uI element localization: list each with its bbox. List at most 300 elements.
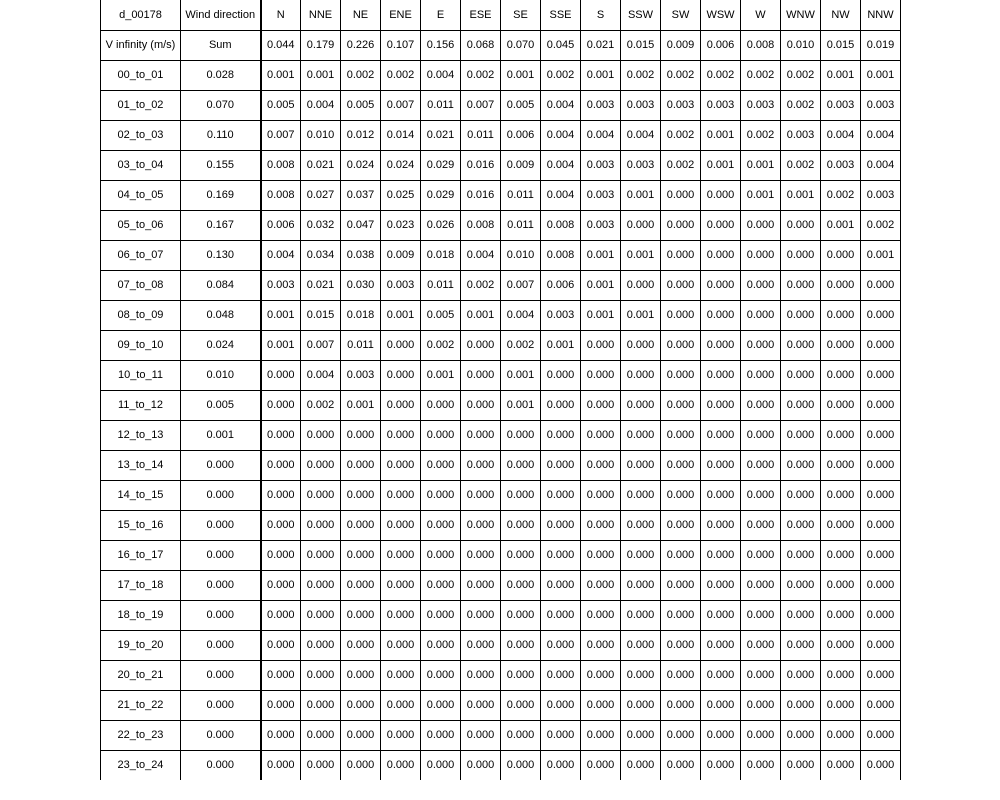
corner-label: d_00178 [101, 0, 181, 30]
speed-bin-label: 00_to_01 [101, 60, 181, 90]
speed-bin-label: 12_to_13 [101, 420, 181, 450]
frequency-cell: 0.000 [701, 390, 741, 420]
frequency-cell: 0.016 [461, 180, 501, 210]
frequency-cell: 0.018 [341, 300, 381, 330]
frequency-cell: 0.000 [581, 390, 621, 420]
speed-bin-sum: 0.000 [181, 720, 261, 750]
frequency-cell: 0.000 [821, 570, 861, 600]
frequency-cell: 0.000 [581, 600, 621, 630]
frequency-cell: 0.001 [261, 300, 301, 330]
frequency-cell: 0.001 [541, 330, 581, 360]
frequency-cell: 0.004 [501, 300, 541, 330]
frequency-cell: 0.032 [301, 210, 341, 240]
speed-bin-label: 23_to_24 [101, 750, 181, 780]
frequency-cell: 0.000 [781, 600, 821, 630]
frequency-cell: 0.001 [581, 270, 621, 300]
frequency-cell: 0.014 [381, 120, 421, 150]
frequency-cell: 0.000 [821, 300, 861, 330]
frequency-cell: 0.003 [541, 300, 581, 330]
frequency-cell: 0.000 [381, 450, 421, 480]
frequency-cell: 0.000 [861, 270, 901, 300]
speed-bin-sum: 0.000 [181, 480, 261, 510]
frequency-cell: 0.000 [661, 270, 701, 300]
frequency-cell: 0.000 [421, 540, 461, 570]
frequency-cell: 0.000 [621, 660, 661, 690]
frequency-cell: 0.000 [461, 360, 501, 390]
frequency-cell: 0.001 [821, 210, 861, 240]
frequency-cell: 0.000 [781, 570, 821, 600]
frequency-cell: 0.000 [861, 660, 901, 690]
frequency-cell: 0.000 [501, 660, 541, 690]
frequency-cell: 0.000 [821, 690, 861, 720]
frequency-cell: 0.000 [461, 600, 501, 630]
frequency-cell: 0.001 [581, 240, 621, 270]
frequency-cell: 0.000 [301, 720, 341, 750]
frequency-cell: 0.000 [381, 660, 421, 690]
frequency-cell: 0.000 [381, 750, 421, 780]
speed-bin-sum: 0.000 [181, 690, 261, 720]
frequency-cell: 0.000 [741, 750, 781, 780]
frequency-cell: 0.000 [781, 210, 821, 240]
frequency-cell: 0.000 [341, 720, 381, 750]
table-row [101, 690, 901, 720]
frequency-cell: 0.000 [701, 510, 741, 540]
frequency-cell: 0.008 [541, 240, 581, 270]
frequency-cell: 0.000 [541, 360, 581, 390]
frequency-cell: 0.002 [661, 60, 701, 90]
frequency-cell: 0.000 [341, 630, 381, 660]
speed-bin-label: 19_to_20 [101, 630, 181, 660]
frequency-cell: 0.011 [501, 210, 541, 240]
frequency-cell: 0.002 [661, 120, 701, 150]
frequency-cell: 0.000 [741, 390, 781, 420]
frequency-cell: 0.000 [301, 750, 341, 780]
frequency-cell: 0.000 [581, 540, 621, 570]
direction-header-nne: NNE [301, 0, 341, 30]
speed-bin-label: 22_to_23 [101, 720, 181, 750]
frequency-cell: 0.000 [741, 540, 781, 570]
frequency-cell: 0.004 [541, 120, 581, 150]
frequency-cell: 0.000 [541, 630, 581, 660]
frequency-cell: 0.004 [861, 120, 901, 150]
frequency-cell: 0.000 [861, 420, 901, 450]
frequency-cell: 0.000 [461, 570, 501, 600]
frequency-cell: 0.000 [381, 390, 421, 420]
frequency-cell: 0.000 [301, 510, 341, 540]
frequency-cell: 0.001 [781, 180, 821, 210]
table-row [101, 390, 901, 420]
frequency-cell: 0.001 [621, 300, 661, 330]
frequency-cell: 0.018 [421, 240, 461, 270]
frequency-cell: 0.000 [821, 390, 861, 420]
speed-bin-sum: 0.024 [181, 330, 261, 360]
frequency-cell: 0.001 [581, 300, 621, 330]
frequency-cell: 0.002 [781, 60, 821, 90]
table-row [101, 240, 901, 270]
speed-bin-label: 10_to_11 [101, 360, 181, 390]
frequency-cell: 0.009 [381, 240, 421, 270]
frequency-cell: 0.011 [461, 120, 501, 150]
frequency-cell: 0.000 [741, 330, 781, 360]
frequency-cell: 0.024 [381, 150, 421, 180]
frequency-cell: 0.000 [381, 330, 421, 360]
frequency-cell: 0.000 [461, 330, 501, 360]
frequency-cell: 0.000 [501, 450, 541, 480]
frequency-cell: 0.000 [501, 420, 541, 450]
frequency-cell: 0.000 [781, 630, 821, 660]
frequency-cell: 0.003 [741, 90, 781, 120]
frequency-cell: 0.004 [541, 90, 581, 120]
speed-bin-sum: 0.155 [181, 150, 261, 180]
frequency-cell: 0.000 [341, 510, 381, 540]
frequency-cell: 0.000 [301, 690, 341, 720]
speed-bin-sum: 0.048 [181, 300, 261, 330]
frequency-cell: 0.000 [261, 360, 301, 390]
frequency-cell: 0.000 [621, 510, 661, 540]
frequency-cell: 0.000 [781, 480, 821, 510]
speed-bin-sum: 0.000 [181, 630, 261, 660]
frequency-cell: 0.000 [861, 390, 901, 420]
frequency-cell: 0.000 [261, 750, 301, 780]
frequency-cell: 0.000 [421, 570, 461, 600]
table-row [101, 300, 901, 330]
frequency-cell: 0.000 [581, 360, 621, 390]
frequency-cell: 0.004 [821, 120, 861, 150]
direction-header-nw: NW [821, 0, 861, 30]
frequency-cell: 0.000 [381, 540, 421, 570]
frequency-cell: 0.000 [541, 690, 581, 720]
frequency-cell: 0.000 [661, 690, 701, 720]
frequency-cell: 0.000 [381, 570, 421, 600]
frequency-cell: 0.000 [261, 540, 301, 570]
frequency-cell: 0.003 [861, 180, 901, 210]
speed-bin-label: 08_to_09 [101, 300, 181, 330]
frequency-cell: 0.000 [301, 570, 341, 600]
frequency-cell: 0.000 [421, 660, 461, 690]
speed-bin-sum: 0.070 [181, 90, 261, 120]
frequency-cell: 0.000 [621, 480, 661, 510]
frequency-cell: 0.004 [581, 120, 621, 150]
frequency-cell: 0.000 [461, 690, 501, 720]
frequency-cell: 0.000 [861, 690, 901, 720]
frequency-cell: 0.000 [541, 720, 581, 750]
frequency-cell: 0.000 [861, 360, 901, 390]
frequency-cell: 0.001 [741, 150, 781, 180]
frequency-cell: 0.000 [301, 630, 341, 660]
frequency-cell: 0.029 [421, 180, 461, 210]
frequency-cell: 0.008 [541, 210, 581, 240]
frequency-cell: 0.037 [341, 180, 381, 210]
speed-bin-label: 20_to_21 [101, 660, 181, 690]
frequency-cell: 0.000 [341, 450, 381, 480]
frequency-cell: 0.000 [661, 390, 701, 420]
frequency-cell: 0.000 [701, 660, 741, 690]
speed-bin-label: 16_to_17 [101, 540, 181, 570]
frequency-cell: 0.001 [701, 150, 741, 180]
frequency-cell: 0.000 [261, 690, 301, 720]
frequency-cell: 0.004 [541, 180, 581, 210]
frequency-cell: 0.000 [501, 630, 541, 660]
table-row [101, 480, 901, 510]
frequency-cell: 0.000 [701, 750, 741, 780]
frequency-cell: 0.002 [661, 150, 701, 180]
speed-bin-label: 11_to_12 [101, 390, 181, 420]
frequency-cell: 0.000 [421, 480, 461, 510]
table-row [101, 750, 901, 780]
frequency-cell: 0.002 [301, 390, 341, 420]
speed-bin-sum: 0.130 [181, 240, 261, 270]
frequency-cell: 0.000 [461, 390, 501, 420]
frequency-cell: 0.000 [701, 630, 741, 660]
frequency-cell: 0.021 [421, 120, 461, 150]
direction-sum-ene: 0.107 [381, 30, 421, 60]
frequency-cell: 0.000 [821, 750, 861, 780]
frequency-cell: 0.000 [541, 480, 581, 510]
frequency-cell: 0.000 [661, 450, 701, 480]
frequency-cell: 0.000 [781, 690, 821, 720]
frequency-cell: 0.000 [661, 630, 701, 660]
speed-bin-sum: 0.000 [181, 540, 261, 570]
frequency-cell: 0.000 [541, 750, 581, 780]
frequency-cell: 0.001 [381, 300, 421, 330]
frequency-cell: 0.000 [581, 510, 621, 540]
frequency-cell: 0.000 [341, 420, 381, 450]
frequency-cell: 0.000 [781, 660, 821, 690]
speed-bin-sum: 0.000 [181, 450, 261, 480]
frequency-cell: 0.000 [341, 540, 381, 570]
frequency-cell: 0.000 [261, 480, 301, 510]
frequency-cell: 0.000 [301, 480, 341, 510]
frequency-cell: 0.000 [661, 570, 701, 600]
frequency-cell: 0.002 [421, 330, 461, 360]
frequency-cell: 0.000 [661, 480, 701, 510]
direction-header-ssw: SSW [621, 0, 661, 30]
frequency-cell: 0.001 [501, 390, 541, 420]
frequency-cell: 0.007 [381, 90, 421, 120]
frequency-cell: 0.003 [661, 90, 701, 120]
frequency-cell: 0.000 [701, 360, 741, 390]
frequency-cell: 0.002 [461, 270, 501, 300]
frequency-cell: 0.002 [461, 60, 501, 90]
direction-sum-nne: 0.179 [301, 30, 341, 60]
frequency-cell: 0.002 [541, 60, 581, 90]
frequency-cell: 0.000 [461, 660, 501, 690]
frequency-cell: 0.000 [621, 270, 661, 300]
direction-sum-nnw: 0.019 [861, 30, 901, 60]
direction-header-e: E [421, 0, 461, 30]
frequency-cell: 0.001 [501, 60, 541, 90]
frequency-cell: 0.000 [581, 330, 621, 360]
frequency-cell: 0.000 [581, 660, 621, 690]
frequency-cell: 0.000 [261, 600, 301, 630]
frequency-cell: 0.000 [581, 690, 621, 720]
frequency-cell: 0.000 [261, 510, 301, 540]
frequency-cell: 0.034 [301, 240, 341, 270]
frequency-cell: 0.029 [421, 150, 461, 180]
frequency-cell: 0.001 [501, 360, 541, 390]
frequency-cell: 0.001 [301, 60, 341, 90]
direction-header-w: W [741, 0, 781, 30]
frequency-cell: 0.000 [541, 570, 581, 600]
table-row [101, 570, 901, 600]
frequency-cell: 0.000 [421, 600, 461, 630]
frequency-cell: 0.047 [341, 210, 381, 240]
direction-header-sw: SW [661, 0, 701, 30]
frequency-cell: 0.000 [261, 570, 301, 600]
direction-header-sse: SSE [541, 0, 581, 30]
frequency-cell: 0.001 [461, 300, 501, 330]
frequency-cell: 0.003 [821, 150, 861, 180]
frequency-cell: 0.002 [701, 60, 741, 90]
frequency-cell: 0.005 [501, 90, 541, 120]
frequency-cell: 0.006 [541, 270, 581, 300]
frequency-cell: 0.011 [501, 180, 541, 210]
frequency-cell: 0.000 [621, 420, 661, 450]
frequency-cell: 0.000 [741, 240, 781, 270]
frequency-cell: 0.000 [861, 600, 901, 630]
frequency-cell: 0.000 [581, 420, 621, 450]
frequency-cell: 0.001 [341, 390, 381, 420]
frequency-cell: 0.000 [421, 690, 461, 720]
frequency-cell: 0.000 [341, 570, 381, 600]
table-row [101, 330, 901, 360]
frequency-cell: 0.000 [621, 570, 661, 600]
frequency-cell: 0.009 [501, 150, 541, 180]
speed-bin-label: 09_to_10 [101, 330, 181, 360]
frequency-cell: 0.000 [781, 330, 821, 360]
frequency-cell: 0.000 [501, 600, 541, 630]
frequency-cell: 0.000 [381, 360, 421, 390]
frequency-cell: 0.000 [541, 600, 581, 630]
frequency-cell: 0.000 [421, 420, 461, 450]
frequency-cell: 0.000 [741, 300, 781, 330]
frequency-cell: 0.000 [661, 750, 701, 780]
frequency-cell: 0.000 [781, 300, 821, 330]
frequency-cell: 0.000 [661, 240, 701, 270]
frequency-cell: 0.000 [861, 750, 901, 780]
frequency-cell: 0.000 [621, 630, 661, 660]
frequency-cell: 0.000 [861, 510, 901, 540]
frequency-cell: 0.000 [661, 360, 701, 390]
table-row [101, 120, 901, 150]
direction-sum-s: 0.021 [581, 30, 621, 60]
frequency-cell: 0.000 [781, 360, 821, 390]
frequency-cell: 0.000 [741, 720, 781, 750]
table-row [101, 360, 901, 390]
frequency-cell: 0.000 [701, 180, 741, 210]
table-row [101, 600, 901, 630]
table-row [101, 540, 901, 570]
direction-sum-w: 0.008 [741, 30, 781, 60]
frequency-cell: 0.021 [301, 270, 341, 300]
table-row [101, 630, 901, 660]
frequency-cell: 0.000 [781, 420, 821, 450]
frequency-cell: 0.000 [821, 360, 861, 390]
frequency-cell: 0.000 [621, 210, 661, 240]
frequency-cell: 0.000 [261, 660, 301, 690]
frequency-cell: 0.000 [701, 690, 741, 720]
frequency-cell: 0.005 [261, 90, 301, 120]
frequency-cell: 0.002 [781, 150, 821, 180]
direction-sum-ne: 0.226 [341, 30, 381, 60]
direction-sum-nw: 0.015 [821, 30, 861, 60]
header-row [101, 0, 901, 30]
table-row [101, 420, 901, 450]
frequency-cell: 0.000 [581, 570, 621, 600]
frequency-cell: 0.000 [621, 330, 661, 360]
frequency-cell: 0.000 [341, 600, 381, 630]
frequency-cell: 0.000 [661, 600, 701, 630]
frequency-cell: 0.000 [581, 630, 621, 660]
frequency-cell: 0.001 [861, 60, 901, 90]
frequency-cell: 0.000 [581, 450, 621, 480]
frequency-cell: 0.000 [701, 570, 741, 600]
speed-bin-sum: 0.084 [181, 270, 261, 300]
frequency-cell: 0.002 [781, 90, 821, 120]
frequency-cell: 0.001 [421, 360, 461, 390]
frequency-cell: 0.000 [661, 510, 701, 540]
frequency-cell: 0.026 [421, 210, 461, 240]
frequency-cell: 0.000 [861, 450, 901, 480]
frequency-cell: 0.000 [861, 480, 901, 510]
speed-bin-sum: 0.000 [181, 570, 261, 600]
speed-bin-label: 06_to_07 [101, 240, 181, 270]
frequency-cell: 0.000 [621, 750, 661, 780]
direction-sum-row [101, 30, 901, 60]
speed-bin-sum: 0.000 [181, 660, 261, 690]
frequency-cell: 0.000 [501, 480, 541, 510]
direction-header-s: S [581, 0, 621, 30]
frequency-cell: 0.003 [581, 90, 621, 120]
frequency-cell: 0.000 [661, 660, 701, 690]
frequency-cell: 0.000 [301, 600, 341, 630]
frequency-cell: 0.000 [341, 660, 381, 690]
frequency-cell: 0.003 [581, 210, 621, 240]
speed-bin-label: 13_to_14 [101, 450, 181, 480]
frequency-cell: 0.000 [581, 480, 621, 510]
direction-sum-wsw: 0.006 [701, 30, 741, 60]
frequency-cell: 0.000 [701, 720, 741, 750]
table-row [101, 90, 901, 120]
direction-header-ene: ENE [381, 0, 421, 30]
frequency-cell: 0.007 [261, 120, 301, 150]
frequency-cell: 0.000 [741, 450, 781, 480]
frequency-cell: 0.000 [861, 330, 901, 360]
frequency-cell: 0.001 [701, 120, 741, 150]
frequency-cell: 0.000 [381, 690, 421, 720]
frequency-cell: 0.000 [541, 390, 581, 420]
speed-bin-sum: 0.028 [181, 60, 261, 90]
frequency-cell: 0.000 [821, 270, 861, 300]
frequency-cell: 0.003 [621, 150, 661, 180]
frequency-cell: 0.004 [301, 360, 341, 390]
frequency-cell: 0.000 [701, 450, 741, 480]
frequency-cell: 0.008 [261, 180, 301, 210]
frequency-cell: 0.000 [541, 660, 581, 690]
frequency-cell: 0.000 [701, 240, 741, 270]
speed-bin-label: 03_to_04 [101, 150, 181, 180]
frequency-cell: 0.000 [661, 330, 701, 360]
frequency-cell: 0.001 [261, 60, 301, 90]
frequency-cell: 0.000 [821, 330, 861, 360]
frequency-cell: 0.011 [421, 90, 461, 120]
speed-bin-label: 21_to_22 [101, 690, 181, 720]
frequency-cell: 0.000 [381, 630, 421, 660]
frequency-cell: 0.004 [261, 240, 301, 270]
frequency-cell: 0.000 [541, 420, 581, 450]
frequency-cell: 0.000 [661, 540, 701, 570]
frequency-cell: 0.027 [301, 180, 341, 210]
